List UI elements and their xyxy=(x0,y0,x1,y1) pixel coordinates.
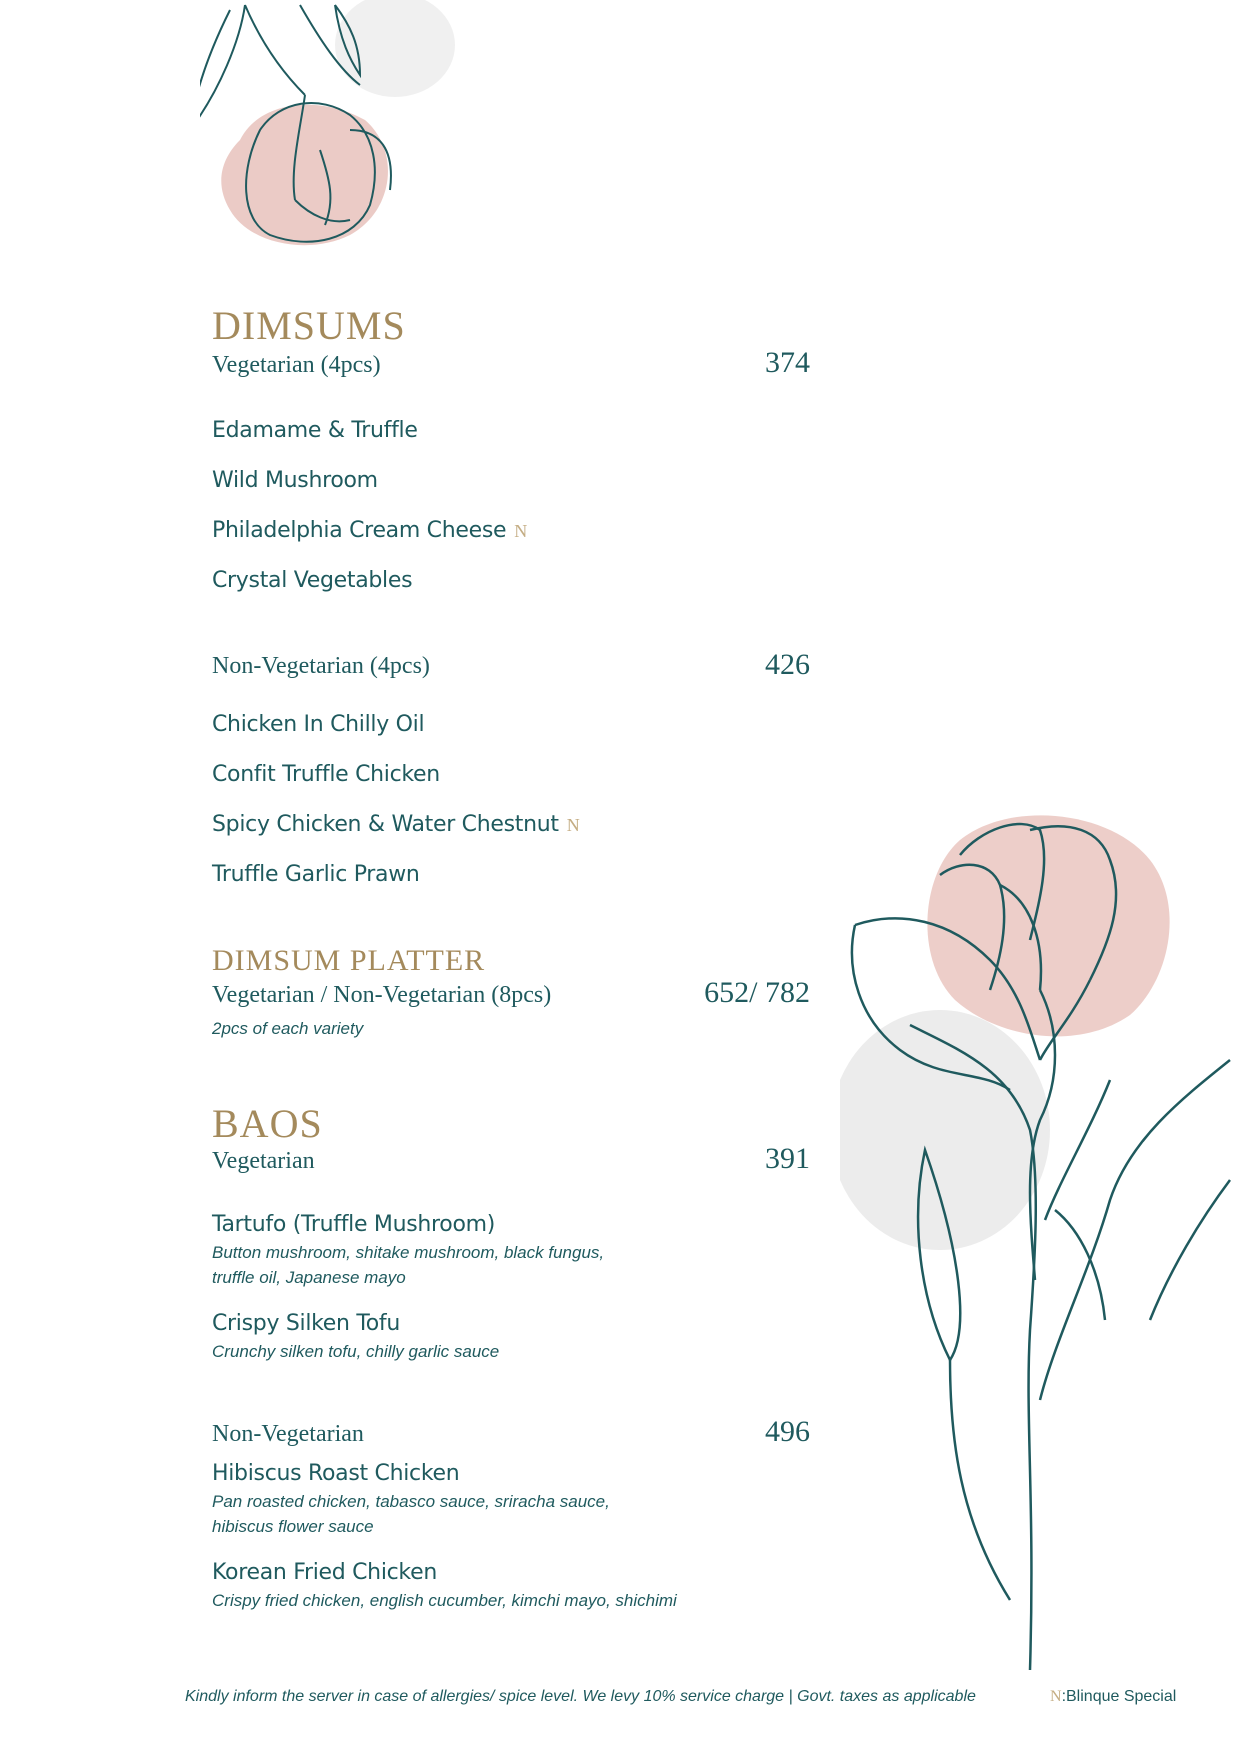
footer-notice: Kindly inform the server in case of allergies/ spice level. We levy 10% service charge | Govt. taxes as applicable xyxy=(185,1688,976,1705)
dimsums-veg-label: Vegetarian (4pcs) xyxy=(212,352,381,378)
platter-price: 652/ 782 xyxy=(704,976,810,1009)
menu-item: Crispy Silken Tofu xyxy=(212,1311,401,1336)
baos-veg-label: Vegetarian xyxy=(212,1148,315,1174)
legend-text: :Blinque Special xyxy=(1061,1688,1177,1705)
dimsums-veg-price: 374 xyxy=(765,346,810,379)
special-mark-icon: N xyxy=(566,815,580,835)
menu-item: Truffle Garlic Prawn xyxy=(212,862,420,887)
dimsums-nonveg-label: Non-Vegetarian (4pcs) xyxy=(212,653,430,679)
menu-item xyxy=(212,812,579,837)
baos-nonveg-label: Non-Vegetarian xyxy=(212,1421,364,1447)
top-flower-illustration xyxy=(200,0,460,280)
menu-item-description: Pan roasted chicken, tabasco sauce, sriracha sauce, xyxy=(212,1492,610,1511)
baos-veg-price: 391 xyxy=(765,1142,810,1175)
footer-legend xyxy=(1050,1688,1176,1706)
menu-item: Korean Fried Chicken xyxy=(212,1560,437,1585)
baos-nonveg-price: 496 xyxy=(765,1415,810,1448)
menu-item: Confit Truffle Chicken xyxy=(212,762,440,787)
menu-item-description: hibiscus flower sauce xyxy=(212,1517,374,1536)
platter-label: Vegetarian / Non-Vegetarian (8pcs) xyxy=(212,982,552,1008)
menu-item-description: Button mushroom, shitake mushroom, black fungus, xyxy=(212,1243,605,1262)
dimsums-nonveg-price: 426 xyxy=(765,648,810,681)
menu-item: Chicken In Chilly Oil xyxy=(212,712,425,737)
platter-note: 2pcs of each variety xyxy=(212,1019,364,1038)
menu-item-description: Crispy fried chicken, english cucumber, kimchi mayo, shichimi xyxy=(212,1591,677,1610)
special-mark-icon: N xyxy=(1050,1688,1062,1705)
menu-item: Crystal Vegetables xyxy=(212,568,413,593)
section-title-baos: BAOS xyxy=(212,1101,323,1146)
section-title-dimsum-platter: DIMSUM PLATTER xyxy=(212,944,486,977)
menu-item-description: Crunchy silken tofu, chilly garlic sauce xyxy=(212,1342,500,1361)
menu-item: Tartufo (Truffle Mushroom) xyxy=(212,1212,496,1237)
menu-item xyxy=(212,518,527,543)
menu-item-name: Spicy Chicken & Water Chestnut xyxy=(212,812,559,837)
menu-item-name: Philadelphia Cream Cheese xyxy=(212,518,507,543)
menu-item: Wild Mushroom xyxy=(212,468,378,493)
menu-item-description: truffle oil, Japanese mayo xyxy=(212,1268,406,1287)
side-flower-illustration xyxy=(840,800,1240,1690)
menu-item: Hibiscus Roast Chicken xyxy=(212,1461,460,1486)
section-title-dimsums: DIMSUMS xyxy=(212,303,406,348)
menu-item: Edamame & Truffle xyxy=(212,418,418,443)
special-mark-icon: N xyxy=(514,521,527,541)
